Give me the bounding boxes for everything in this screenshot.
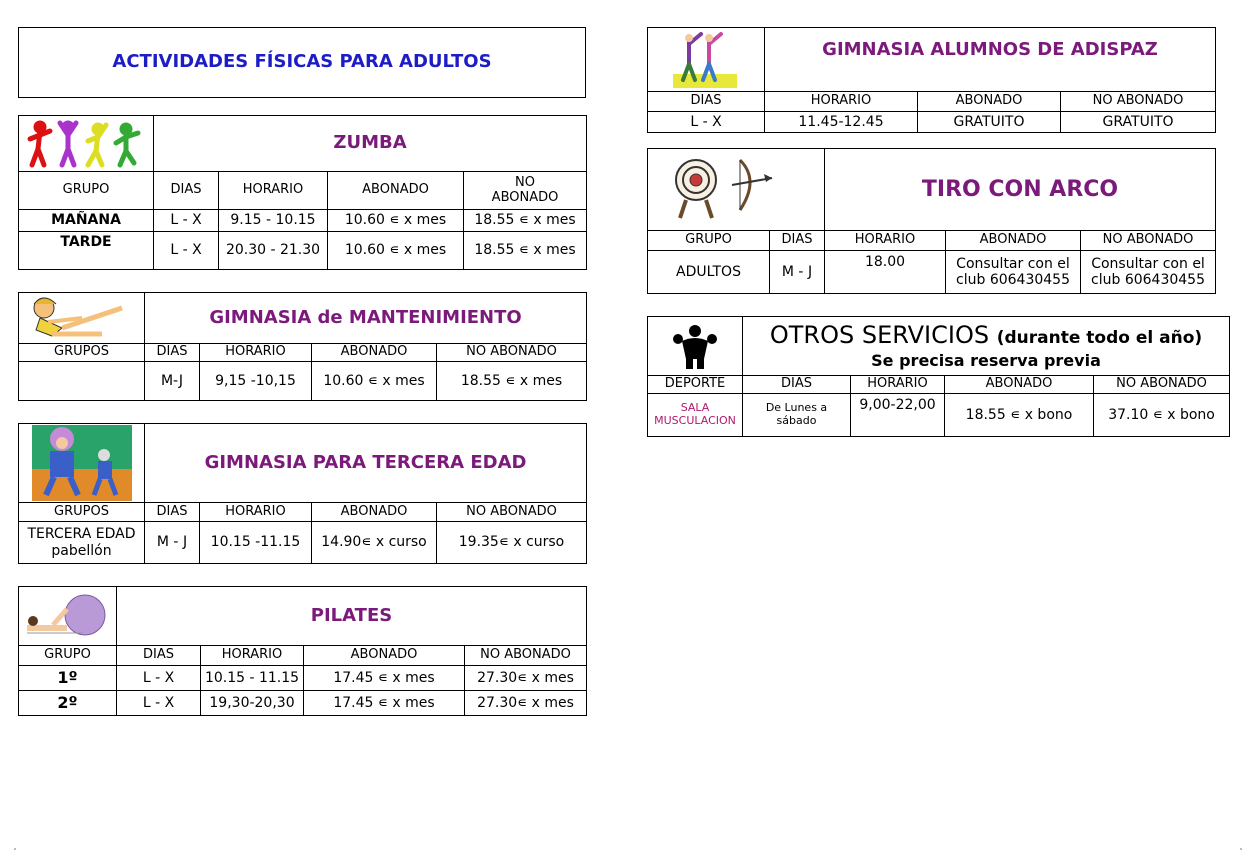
col-header: NO ABONADO [1081, 231, 1216, 251]
table-cell: 9,15 -10,15 [200, 362, 312, 401]
gymnasts-icon [671, 30, 741, 90]
zumba-table [18, 115, 587, 270]
table-cell [1081, 251, 1216, 294]
arco-table [647, 148, 1216, 294]
table-cell: 10.15 -11.15 [200, 522, 312, 564]
table-cell: 10.60 ∊ x mes [328, 210, 464, 232]
col-header: DIAS [117, 646, 201, 666]
table-cell: 10.60 ∊ x mes [312, 362, 437, 401]
col-header: HORARIO [851, 376, 945, 394]
adispaz-image [648, 28, 765, 92]
table-cell: 18.55 ∊ x bono [945, 394, 1094, 437]
col-header: NO ABONADO [437, 503, 587, 522]
page-title: ACTIVIDADES FÍSICAS PARA ADULTOS [19, 28, 586, 98]
col-header: NO ABONADO [465, 646, 587, 666]
table-cell: 19,30-20,30 [201, 691, 304, 716]
col-header: DIAS [145, 344, 200, 362]
mantenimiento-image [19, 293, 145, 344]
table-cell: 20.30 - 21.30 [219, 232, 328, 270]
table-cell: 18.00 [825, 251, 946, 294]
col-header: DIAS [154, 172, 219, 210]
adispaz-table [647, 27, 1216, 133]
text-line: SALA [680, 401, 710, 415]
col-header: DEPORTE [648, 376, 743, 394]
table-cell: 9,00-22,00 [851, 394, 945, 437]
table-cell: M - J [770, 251, 825, 294]
bodybuilder-icon [670, 321, 720, 371]
col-header: ABONADO [328, 172, 464, 210]
col-header: DIAS [145, 503, 200, 522]
arco-title: TIRO CON ARCO [825, 149, 1216, 231]
col-header: DIAS [770, 231, 825, 251]
table-cell: 18.55 ∊ x mes [437, 362, 587, 401]
table-cell: L - X [117, 691, 201, 716]
text-line: De Lunes a [765, 401, 828, 415]
table-cell: L - X [648, 112, 765, 133]
archery-target-icon [668, 154, 778, 220]
col-header: NO ABONADO [464, 172, 587, 210]
adispaz-title: GIMNASIA ALUMNOS DE ADISPAZ [765, 28, 1216, 92]
mantenimiento-title: GIMNASIA de MANTENIMIENTO [145, 293, 587, 344]
otros-title-cell [743, 317, 1230, 376]
col-header: GRUPO [19, 172, 154, 210]
pilates-table [18, 586, 587, 716]
otros-servicios-table [647, 316, 1230, 437]
col-header: HORARIO [200, 503, 312, 522]
pilates-title: PILATES [117, 587, 587, 646]
col-header: ABONADO [312, 503, 437, 522]
table-cell: 18.55 ∊ x mes [464, 210, 587, 232]
page-marker [1240, 848, 1242, 850]
table-cell: 10.15 - 11.15 [201, 666, 304, 691]
table-cell: 9.15 - 10.15 [219, 210, 328, 232]
col-header: ABONADO [312, 344, 437, 362]
col-header: HORARIO [200, 344, 312, 362]
table-cell: 17.45 ∊ x mes [304, 666, 465, 691]
elderly-exercise-icon [32, 425, 132, 501]
tercera-edad-title: GIMNASIA PARA TERCERA EDAD [145, 424, 587, 503]
pilates-ball-icon [23, 591, 113, 641]
table-cell [648, 394, 743, 437]
col-header: GRUPO [648, 231, 770, 251]
table-cell: 11.45-12.45 [765, 112, 918, 133]
table-cell: GRATUITO [1061, 112, 1216, 133]
group-line: TERCERA EDAD [27, 526, 136, 543]
table-cell: L - X [154, 232, 219, 270]
col-header: DIAS [648, 92, 765, 112]
col-header: HORARIO [765, 92, 918, 112]
zumba-title: ZUMBA [154, 116, 587, 172]
col-header: HORARIO [201, 646, 304, 666]
text-line: club 606430455 [1091, 272, 1205, 288]
table-cell: L - X [117, 666, 201, 691]
table-cell: GRATUITO [918, 112, 1061, 133]
text-line: club 606430455 [956, 272, 1070, 288]
table-cell: 10.60 ∊ x mes [328, 232, 464, 270]
table-cell: 19.35∊ x curso [437, 522, 587, 564]
col-header: NO ABONADO [437, 344, 587, 362]
table-cell: 14.90∊ x curso [312, 522, 437, 564]
mantenimiento-table [18, 292, 587, 401]
table-cell: 18.55 ∊ x mes [464, 232, 587, 270]
text-line: Consultar con el [956, 255, 1070, 272]
table-cell [743, 394, 851, 437]
col-header: HORARIO [825, 231, 946, 251]
arco-image [648, 149, 825, 231]
text-line: Consultar con el [1091, 255, 1205, 272]
table-cell: 17.45 ∊ x mes [304, 691, 465, 716]
table-cell: 27.30∊ x mes [465, 666, 587, 691]
otros-image [648, 317, 743, 376]
table-cell: ADULTOS [648, 251, 770, 294]
tercera-edad-image [19, 424, 145, 503]
col-header: GRUPO [19, 646, 117, 666]
pilates-image [19, 587, 117, 646]
zumba-dancers-icon [26, 119, 146, 169]
otros-subtitle: Se precisa reserva previa [871, 351, 1101, 371]
table-cell: M - J [145, 522, 200, 564]
col-header: ABONADO [918, 92, 1061, 112]
col-header: ABONADO [304, 646, 465, 666]
table-cell [19, 362, 145, 401]
otros-title: OTROS SERVICIOS [769, 321, 990, 350]
col-header: DIAS [743, 376, 851, 394]
table-cell: 37.10 ∊ x bono [1094, 394, 1230, 437]
text-line: sábado [776, 414, 817, 427]
stretching-woman-icon [22, 294, 142, 342]
table-cell: 2º [19, 691, 117, 716]
table-cell: MAÑANA [19, 210, 154, 232]
tercera-edad-table [18, 423, 587, 564]
col-header: HORARIO [219, 172, 328, 210]
group-line: pabellón [51, 542, 112, 559]
table-cell: 27.30∊ x mes [465, 691, 587, 716]
col-header: ABONADO [946, 231, 1081, 251]
col-header: GRUPOS [19, 503, 145, 522]
table-cell: TARDE [19, 232, 154, 270]
main-title-box [18, 27, 586, 98]
col-header: NO ABONADO [1061, 92, 1216, 112]
page-marker [14, 848, 16, 850]
table-cell [946, 251, 1081, 294]
table-cell: 1º [19, 666, 117, 691]
col-header: ABONADO [945, 376, 1094, 394]
table-cell [19, 522, 145, 564]
text-line: MUSCULACION [654, 414, 736, 427]
table-cell: M-J [145, 362, 200, 401]
table-cell: L - X [154, 210, 219, 232]
zumba-image [19, 116, 154, 172]
col-header: GRUPOS [19, 344, 145, 362]
col-header: NO ABONADO [1094, 376, 1230, 394]
otros-title-note: (durante todo el año) [996, 328, 1203, 349]
